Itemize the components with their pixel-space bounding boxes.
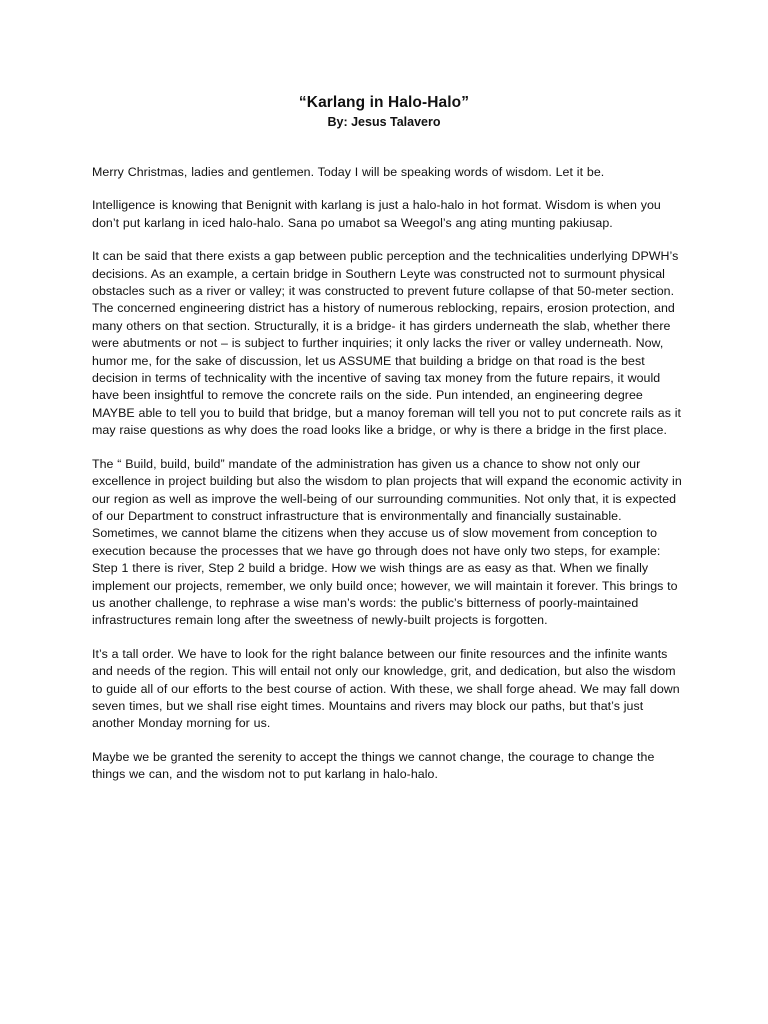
- document-title: “Karlang in Halo-Halo”: [298, 94, 470, 111]
- paragraph-tall-order: It’s a tall order. We have to look for the right balance between our finite resources and the infinite wants and needs of the region. This will entail not only our knowledge, grit, and dedication, but also the wisdom to guide all of our efforts to the best course of action. With these, we shall forge ahead. We may fall down seven times, but we shall rise eight times. Mountains and rivers may block our paths, but that’s just another Monday morning for us.: [92, 646, 680, 731]
- document-body: [92, 164, 684, 800]
- document-byline: By: Jesus Talavero: [327, 115, 441, 129]
- paragraph-bridge: It can be said that there exists a gap between public perception and the technicalities underlying DPWH’s decisions. As an example, a certain bridge in Southern Leyte was constructed not to surmount physical obstacles such as a river or valley; it was constructed to prevent future collapse of that 50-meter section. The concerned engineering district has a history of numerous reblocking, repairs, erosion protection, and many others on that section. Structurally, it is a bridge- it has girders underneath the slab, whether there were abutments or not – is subject to further inquiries; it only lacks the river or valley underneath. Now, humor me, for the sake of discussion, let us ASSUME that building a bridge on that road is the best decision in terms of technicality with the incentive of saving tax money from the future repairs, it would have been insightful to remove the concrete rails on the side. Pun intended, an engineering degree MAYBE able to tell you to build that bridge, but a manoy foreman will tell you not to put concrete rails as it may raise questions as why does the road looks like a bridge, or why is there a bridge in the first place.: [92, 249, 682, 438]
- paragraph-build-build-build: The “ Build, build, build” mandate of the administration has given us a chance to show not only our excellence in project building but also the wisdom to plan projects that will expand the economic activity in our region as well as improve the well-being of our surrounding communities. Not only that, it is expected of our Department to construct infrastructure that is environmentally and financially sustainable. Sometimes, we cannot blame the citizens when they accuse us of slow movement from conception to execution because the processes that we have go through does not have only two steps, for example: Step 1 there is river, Step 2 build a bridge. How we wish things are as easy as that. When we finally implement our projects, remember, we only build once; however, we will maintain it forever. This brings to us another challenge, to rephrase a wise man’s words: the public’s bitterness of poorly-maintained infrastructures remain long after the sweetness of newly-built projects is forgotten.: [92, 456, 682, 628]
- paragraph-serenity: Maybe we be granted the serenity to accept the things we cannot change, the courage to change the things we can, and the wisdom not to put karlang in halo-halo.: [92, 749, 655, 782]
- paragraph-greeting: Merry Christmas, ladies and gentlemen. Today I will be speaking words of wisdom. Let it be.: [92, 165, 605, 179]
- paragraph-intelligence: Intelligence is knowing that Benignit with karlang is just a halo-halo in hot format. Wisdom is when you don’t put karlang in iced halo-halo. Sana po umabot sa Weegol’s ang ating munting pakiusap.: [92, 198, 661, 230]
